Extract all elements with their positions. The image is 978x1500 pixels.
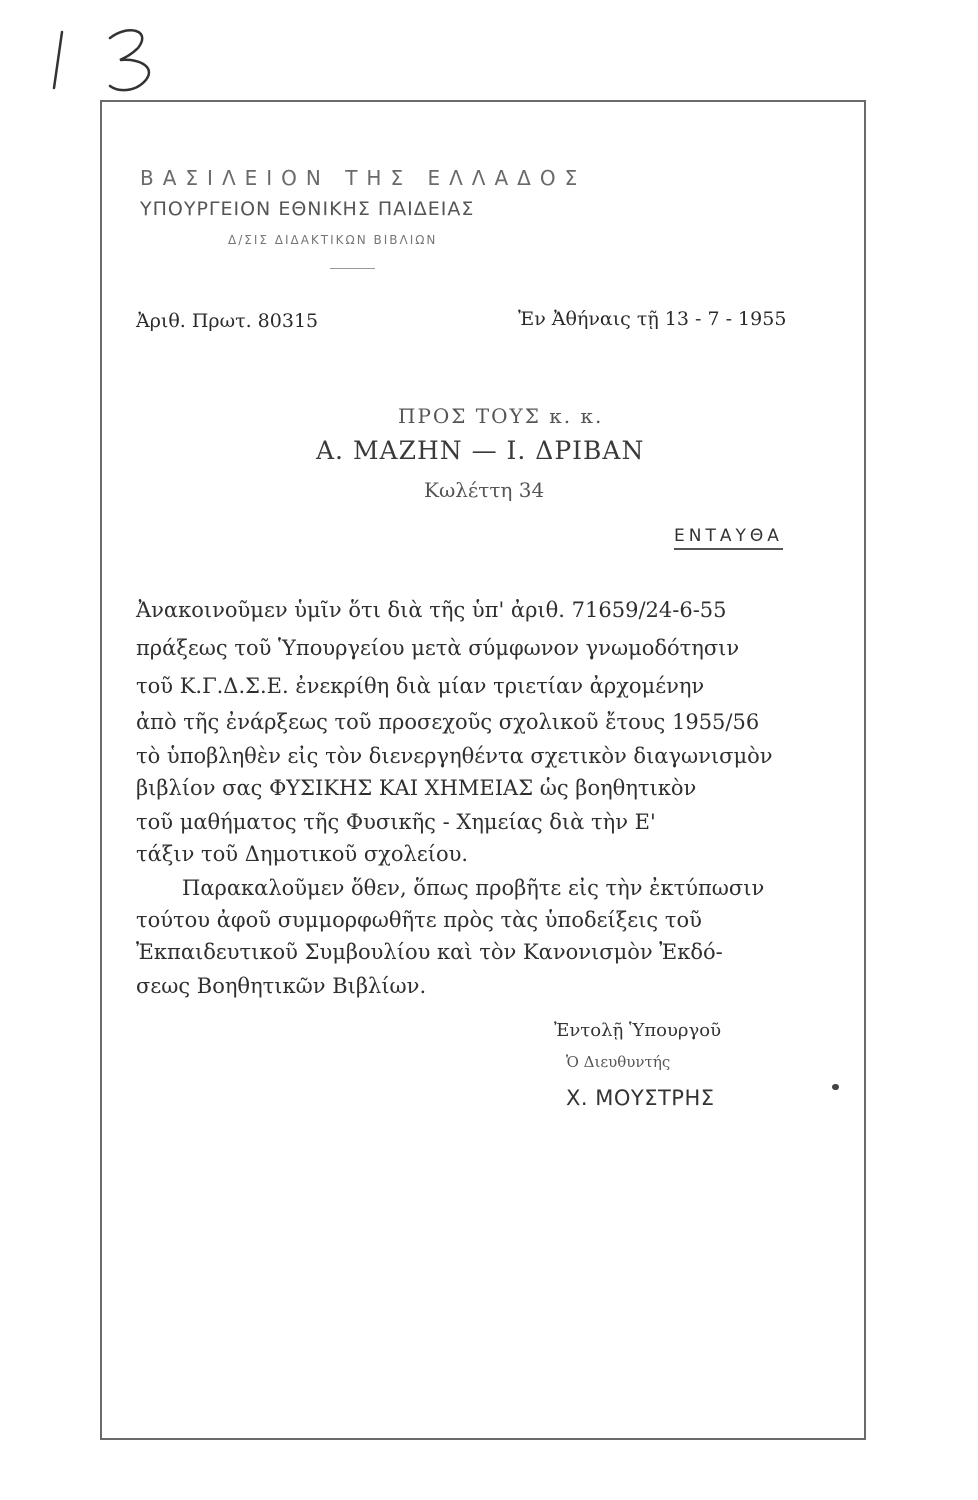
document-border <box>100 100 866 1440</box>
body-line: τὸ ὑποβληθὲν εἰς τὸν διενεργηθέντα σχετικὸν διαγωνισμὸν <box>136 744 773 768</box>
date-line: Ἐν Ἀθήναις τῇ 13 - 7 - 1955 <box>518 308 787 330</box>
header-divider <box>330 268 375 269</box>
ministry-header: ΥΠΟΥΡΓΕΙΟΝ ΕΘΝΙΚΗΣ ΠΑΙΔΕΙΑΣ <box>140 198 475 220</box>
protocol-number: Ἀριθ. Πρωτ. 80315 <box>136 310 319 332</box>
signature-title: Ὁ Διευθυντής <box>566 1053 671 1071</box>
ink-mark <box>832 1084 839 1090</box>
body-line: τάξιν τοῦ Δημοτικοῦ σχολείου. <box>136 842 469 866</box>
signature-order: Ἐντολῇ Ὑπουργοῦ <box>554 1020 722 1041</box>
body-line: Ἀνακοινοῦμεν ὑμῖν ὅτι διὰ τῆς ὑπ' ἀριθ. 71659/24-6-55 <box>136 598 727 622</box>
recipient-location: ΕΝΤΑΥΘΑ <box>674 526 783 550</box>
kingdom-header: ΒΑΣΙΛΕΙΟΝ ΤΗΣ ΕΛΛΑΔΟΣ <box>140 166 587 190</box>
body-line: πράξεως τοῦ Ὑπουργείου μετὰ σύμφωνον γνωμοδότησιν <box>136 636 740 660</box>
body-line: τούτου ἀφοῦ συμμορφωθῆτε πρὸς τὰς ὑποδείξεις τοῦ <box>136 908 702 932</box>
recipient-names: Α. ΜΑΖΗΝ — Ι. ΔΡΙΒΑΝ <box>316 436 645 465</box>
handwritten-page-number <box>40 20 180 100</box>
body-line: τοῦ Κ.Γ.Δ.Σ.Ε. ἐνεκρίθη διὰ μίαν τριετίαν ἀρχομένην <box>136 674 705 698</box>
recipient-prefix: ΠΡΟΣ ΤΟΥΣ κ. κ. <box>398 404 604 428</box>
recipient-address: Κωλέττη 34 <box>424 478 545 502</box>
body-line: ἀπὸ τῆς ἐνάρξεως τοῦ προσεχοῦς σχολικοῦ ἔτους 1955/56 <box>136 710 760 734</box>
body-line: τοῦ μαθήματος τῆς Φυσικῆς - Χημείας διὰ τὴν Ε' <box>136 810 656 834</box>
body-line: βιβλίον σας ΦΥΣΙΚΗΣ ΚΑΙ ΧΗΜΕΙΑΣ ὡς βοηθητικὸν <box>136 776 697 800</box>
body-line: Ἐκπαιδευτικοῦ Συμβουλίου καὶ τὸν Κανονισμὸν Ἐκδό- <box>136 940 723 964</box>
body-line: Παρακαλοῦμεν ὅθεν, ὅπως προβῆτε εἰς τὴν ἐκτύπωσιν <box>182 876 765 900</box>
signature-name: Χ. ΜΟΥΣΤΡΗΣ <box>566 1086 715 1110</box>
body-line: σεως Βοηθητικῶν Βιβλίων. <box>136 974 427 998</box>
department-header: Δ/ΣΙΣ ΔΙΔΑΚΤΙΚΩΝ ΒΙΒΛΙΩΝ <box>228 233 438 247</box>
